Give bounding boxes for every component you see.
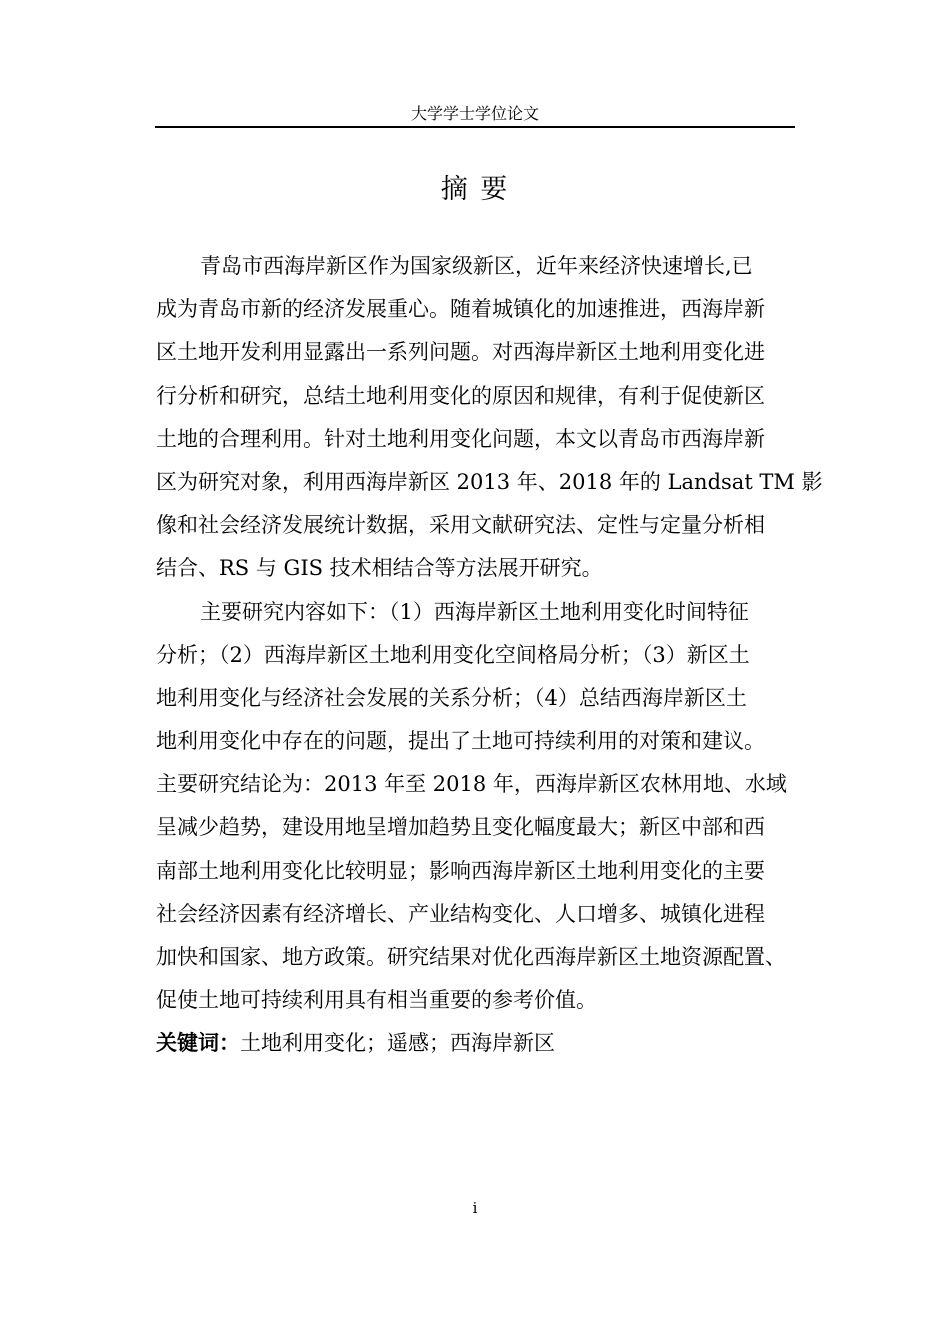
keywords-line [156,1022,816,1065]
abstract-line: 区为研究对象，利用西海岸新区 2013 年、2018 年的 Landsat TM 影 [156,469,823,494]
abstract-line: 南部土地利用变化比较明显；影响西海岸新区土地利用变化的主要 [156,858,765,883]
abstract-line: 地利用变化中存在的问题，提出了土地可持续利用的对策和建议。 [156,729,765,754]
abstract-body [156,245,823,1066]
abstract-line: 分析；（2）西海岸新区土地利用变化空间格局分析；（3）新区土 [156,642,750,667]
abstract-title: 摘 要 [440,174,510,205]
abstract-line: 呈减少趋势，建设用地呈增加趋势且变化幅度最大；新区中部和西 [156,815,765,840]
abstract-line: 社会经济因素有经济增长、产业结构变化、人口增多、城镇化进程 [156,901,765,926]
keywords-label: 关键词： [156,1031,240,1056]
abstract-line: 结合、RS 与 GIS 技术相结合等方法展开研究。 [156,556,603,581]
running-header: 大学学士学位论文 [410,104,539,123]
abstract-line: 土地的合理利用。针对土地利用变化问题，本文以青岛市西海岸新 [156,426,765,451]
abstract-line: 成为青岛市新的经济发展重心。随着城镇化的加速推进，西海岸新 [156,297,765,322]
abstract-line: 行分析和研究，总结土地利用变化的原因和规律，有利于促使新区 [156,383,765,408]
abstract-line: 主要研究内容如下：（1）西海岸新区土地利用变化时间特征 [200,599,749,624]
keywords-text: 土地利用变化；遥感；西海岸新区 [240,1031,555,1056]
abstract-line: 促使土地可持续利用具有相当重要的参考价值。 [156,988,597,1013]
header-rule [155,126,795,128]
page-number: i [472,1199,478,1217]
abstract-line: 区土地开发利用显露出一系列问题。对西海岸新区土地利用变化进 [156,340,765,365]
abstract-line: 地利用变化与经济社会发展的关系分析；（4）总结西海岸新区土 [156,685,747,710]
abstract-line: 加快和国家、地方政策。研究结果对优化西海岸新区土地资源配置、 [156,945,786,969]
abstract-line: 像和社会经济发展统计数据，采用文献研究法、定性与定量分析相 [156,513,765,538]
abstract-line: 主要研究结论为：2013 年至 2018 年，西海岸新区农林用地、水域 [156,772,787,797]
abstract-line: 青岛市西海岸新区作为国家级新区，近年来经济快速增长,已 [200,254,753,278]
